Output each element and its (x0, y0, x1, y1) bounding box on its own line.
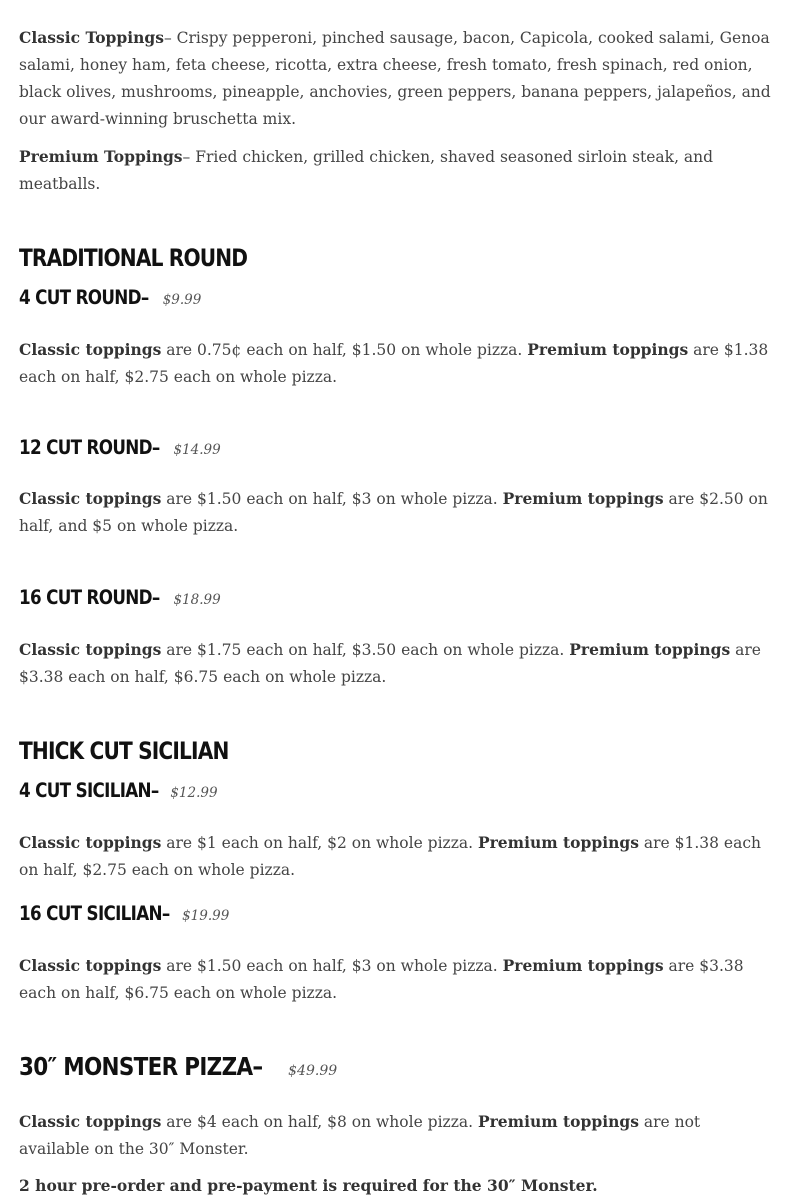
classic-toppings-price: are $1.75 each on half, $3.50 each on whole pizza. (161, 641, 570, 659)
premium-toppings-label: Premium toppings (477, 1112, 639, 1131)
premium-toppings-label: Premium toppings (569, 640, 731, 659)
classic-toppings-label: Classic Toppings (19, 28, 164, 47)
item-description-12-cut-round (19, 485, 771, 540)
classic-toppings-list: – Crispy pepperoni, pinched sausage, bacon, Capicola, cooked salami, Genoa salami, honey ham, feta cheese, ricotta, extra cheese, fresh tomato, fresh spinach, red onion, black olives, mushrooms, pineapple, anchovies, green peppers, banana peppers, jalapeños, and our award-winning bruschetta mix. (19, 29, 771, 128)
premium-toppings-label: Premium Toppings (19, 147, 183, 166)
classic-toppings-label: Classic toppings (19, 489, 162, 508)
classic-toppings-price: are $1.50 each on half, $3 on whole pizza. (161, 490, 503, 508)
item-price: $18.99 (173, 592, 221, 608)
classic-toppings-price: are $4 each on half, $8 on whole pizza. (161, 1113, 478, 1131)
item-price: $12.99 (170, 785, 218, 801)
item-title-12-cut-round (19, 435, 771, 463)
premium-toppings-label: Premium toppings (527, 340, 689, 359)
section-title-thick-cut-sicilian: THICK CUT SICILIAN (19, 737, 229, 765)
item-description-16-cut-sicilian (19, 952, 771, 1007)
item-price: $49.99 (288, 1063, 338, 1079)
menu-page (19, 24, 771, 1199)
item-name: 4 CUT SICILIAN– (19, 779, 159, 802)
premium-toppings-price: are $2.50 on half, and $5 on whole pizza. (19, 490, 768, 535)
item-title-4-cut-round (19, 285, 771, 313)
item-description-16-cut-round (19, 636, 771, 691)
item-name: 30″ MONSTER PIZZA– (19, 1052, 263, 1081)
item-price: $19.99 (182, 908, 230, 924)
item-name: 16 CUT SICILIAN– (19, 902, 170, 925)
item-title-30-monster-pizza (19, 1052, 771, 1086)
premium-toppings-note: are not available on the 30″ Monster. (19, 1113, 701, 1158)
classic-toppings-paragraph (19, 24, 771, 133)
item-title-16-cut-sicilian (19, 901, 771, 929)
premium-toppings-label: Premium toppings (502, 956, 664, 975)
item-price: $9.99 (162, 292, 202, 308)
item-title-4-cut-sicilian (19, 778, 771, 806)
item-description-4-cut-sicilian (19, 829, 771, 884)
premium-toppings-list: – Fried chicken, grilled chicken, shaved seasoned sirloin steak, and meatballs. (19, 148, 714, 193)
premium-toppings-price: are $3.38 each on half, $6.75 each on whole pizza. (19, 957, 744, 1002)
classic-toppings-label: Classic toppings (19, 833, 162, 852)
item-title-16-cut-round (19, 585, 771, 613)
item-description-4-cut-round (19, 336, 771, 391)
classic-toppings-price: are $1.50 each on half, $3 on whole pizza. (161, 957, 503, 975)
classic-toppings-label: Classic toppings (19, 340, 162, 359)
classic-toppings-label: Classic toppings (19, 640, 162, 659)
premium-toppings-price: are $1.38 each on half, $2.75 each on whole pizza. (19, 834, 761, 879)
item-name: 12 CUT ROUND– (19, 436, 160, 459)
premium-toppings-price: are $3.38 each on half, $6.75 each on whole pizza. (19, 641, 761, 686)
premium-toppings-paragraph (19, 143, 771, 198)
item-description-30-monster-pizza (19, 1108, 771, 1163)
classic-toppings-price: are 0.75¢ each on half, $1.50 on whole pizza. (161, 341, 528, 359)
premium-toppings-label: Premium toppings (502, 489, 664, 508)
premium-toppings-price: are $1.38 each on half, $2.75 each on whole pizza. (19, 341, 769, 386)
monster-preorder-note: 2 hour pre-order and pre-payment is required for the 30″ Monster. (19, 1176, 598, 1195)
section-title-traditional-round: TRADITIONAL ROUND (19, 244, 248, 272)
classic-toppings-label: Classic toppings (19, 1112, 162, 1131)
item-name: 4 CUT ROUND– (19, 286, 149, 309)
item-name: 16 CUT ROUND– (19, 586, 160, 609)
item-price: $14.99 (173, 442, 221, 458)
classic-toppings-price: are $1 each on half, $2 on whole pizza. (161, 834, 478, 852)
classic-toppings-label: Classic toppings (19, 956, 162, 975)
premium-toppings-label: Premium toppings (477, 833, 639, 852)
